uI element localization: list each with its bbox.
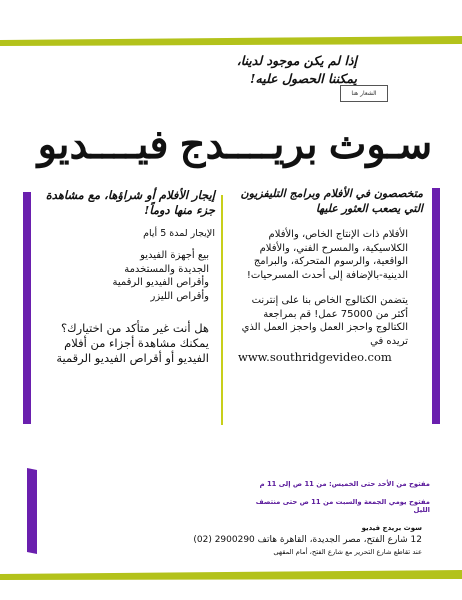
left-heading: إيجار الأفلام أو شراؤها، مع مشاهدة جزء منها دوماً! xyxy=(45,188,215,217)
column-divider xyxy=(221,195,223,425)
logo-placeholder: الشعار هنا xyxy=(340,85,388,102)
tagline xyxy=(127,52,357,88)
right-column xyxy=(238,186,428,364)
left-purple-bar xyxy=(23,192,31,424)
sales-line: بيع أجهزة الفيديو xyxy=(140,250,209,261)
sales-line: وأقراص الليزر xyxy=(150,290,209,302)
address-line-1: 12 شارع الفتح، مصر الجديدة، القاهرة هاتف 2900290 (02) xyxy=(193,535,422,545)
preview-question: هل أنت غير متأكد من اختيارك؟ يمكنك مشاهدة أجزاء من أفلام الفيديو أو أقراص الفيديو الرقمية xyxy=(56,321,209,365)
left-column xyxy=(40,188,215,366)
genres-paragraph: الأفلام ذات الإنتاج الخاص، والأفلام الكلاسيكية، والمسرح الفني، والأفلام الواقعية، والرسوم المتحركة، والبرامج الدينية-بالإضافة إلى أحدث المسرحيات! xyxy=(246,229,408,281)
bottom-left-purple-bar xyxy=(25,468,39,554)
tagline-line-1: إذا لم يكن موجود لدينا، xyxy=(236,53,357,68)
hours-weekday: مفتوح من الأحد حتى الخميس: من 11 ص إلى 11 م xyxy=(259,480,430,488)
right-purple-bar xyxy=(432,188,440,424)
bottom-accent-stripe xyxy=(0,566,462,586)
tagline-line-2: يمكننا الحصول عليه! xyxy=(250,71,357,86)
sales-list xyxy=(40,249,209,303)
sales-line: الجديدة والمستخدمة xyxy=(124,263,209,275)
shop-name-title: سـوث بريــــدج فيــــديو xyxy=(37,123,433,167)
sales-line: وأقراص الفيديو الرقمية xyxy=(112,277,209,288)
address-block xyxy=(162,522,422,558)
hours-weekend: مفتوح يومي الجمعة والسبت من 11 ص حتى منتصف الليل xyxy=(255,498,430,514)
address-store-name: سوث بريدج فيديو xyxy=(361,524,422,532)
top-accent-stripe xyxy=(0,34,462,54)
right-heading: متخصصون في الأفلام وبرامج التليفزيون التي يصعب العثور عليها xyxy=(240,187,423,215)
rental-period: الإيجار لمدة 5 أيام xyxy=(143,228,215,239)
website-url[interactable]: www.southridgevideo.com xyxy=(238,350,392,364)
address-line-2: عند تقاطع شارع التحرير مع شارع الفتح، أمام المقهى xyxy=(273,548,422,556)
catalog-paragraph: يتضمن الكتالوج الخاص بنا على إنترنت أكثر من 75000 عمل! قم بمراجعة الكتالوج واحجز العمل واحجز العمل الذي تريده في xyxy=(241,295,408,347)
